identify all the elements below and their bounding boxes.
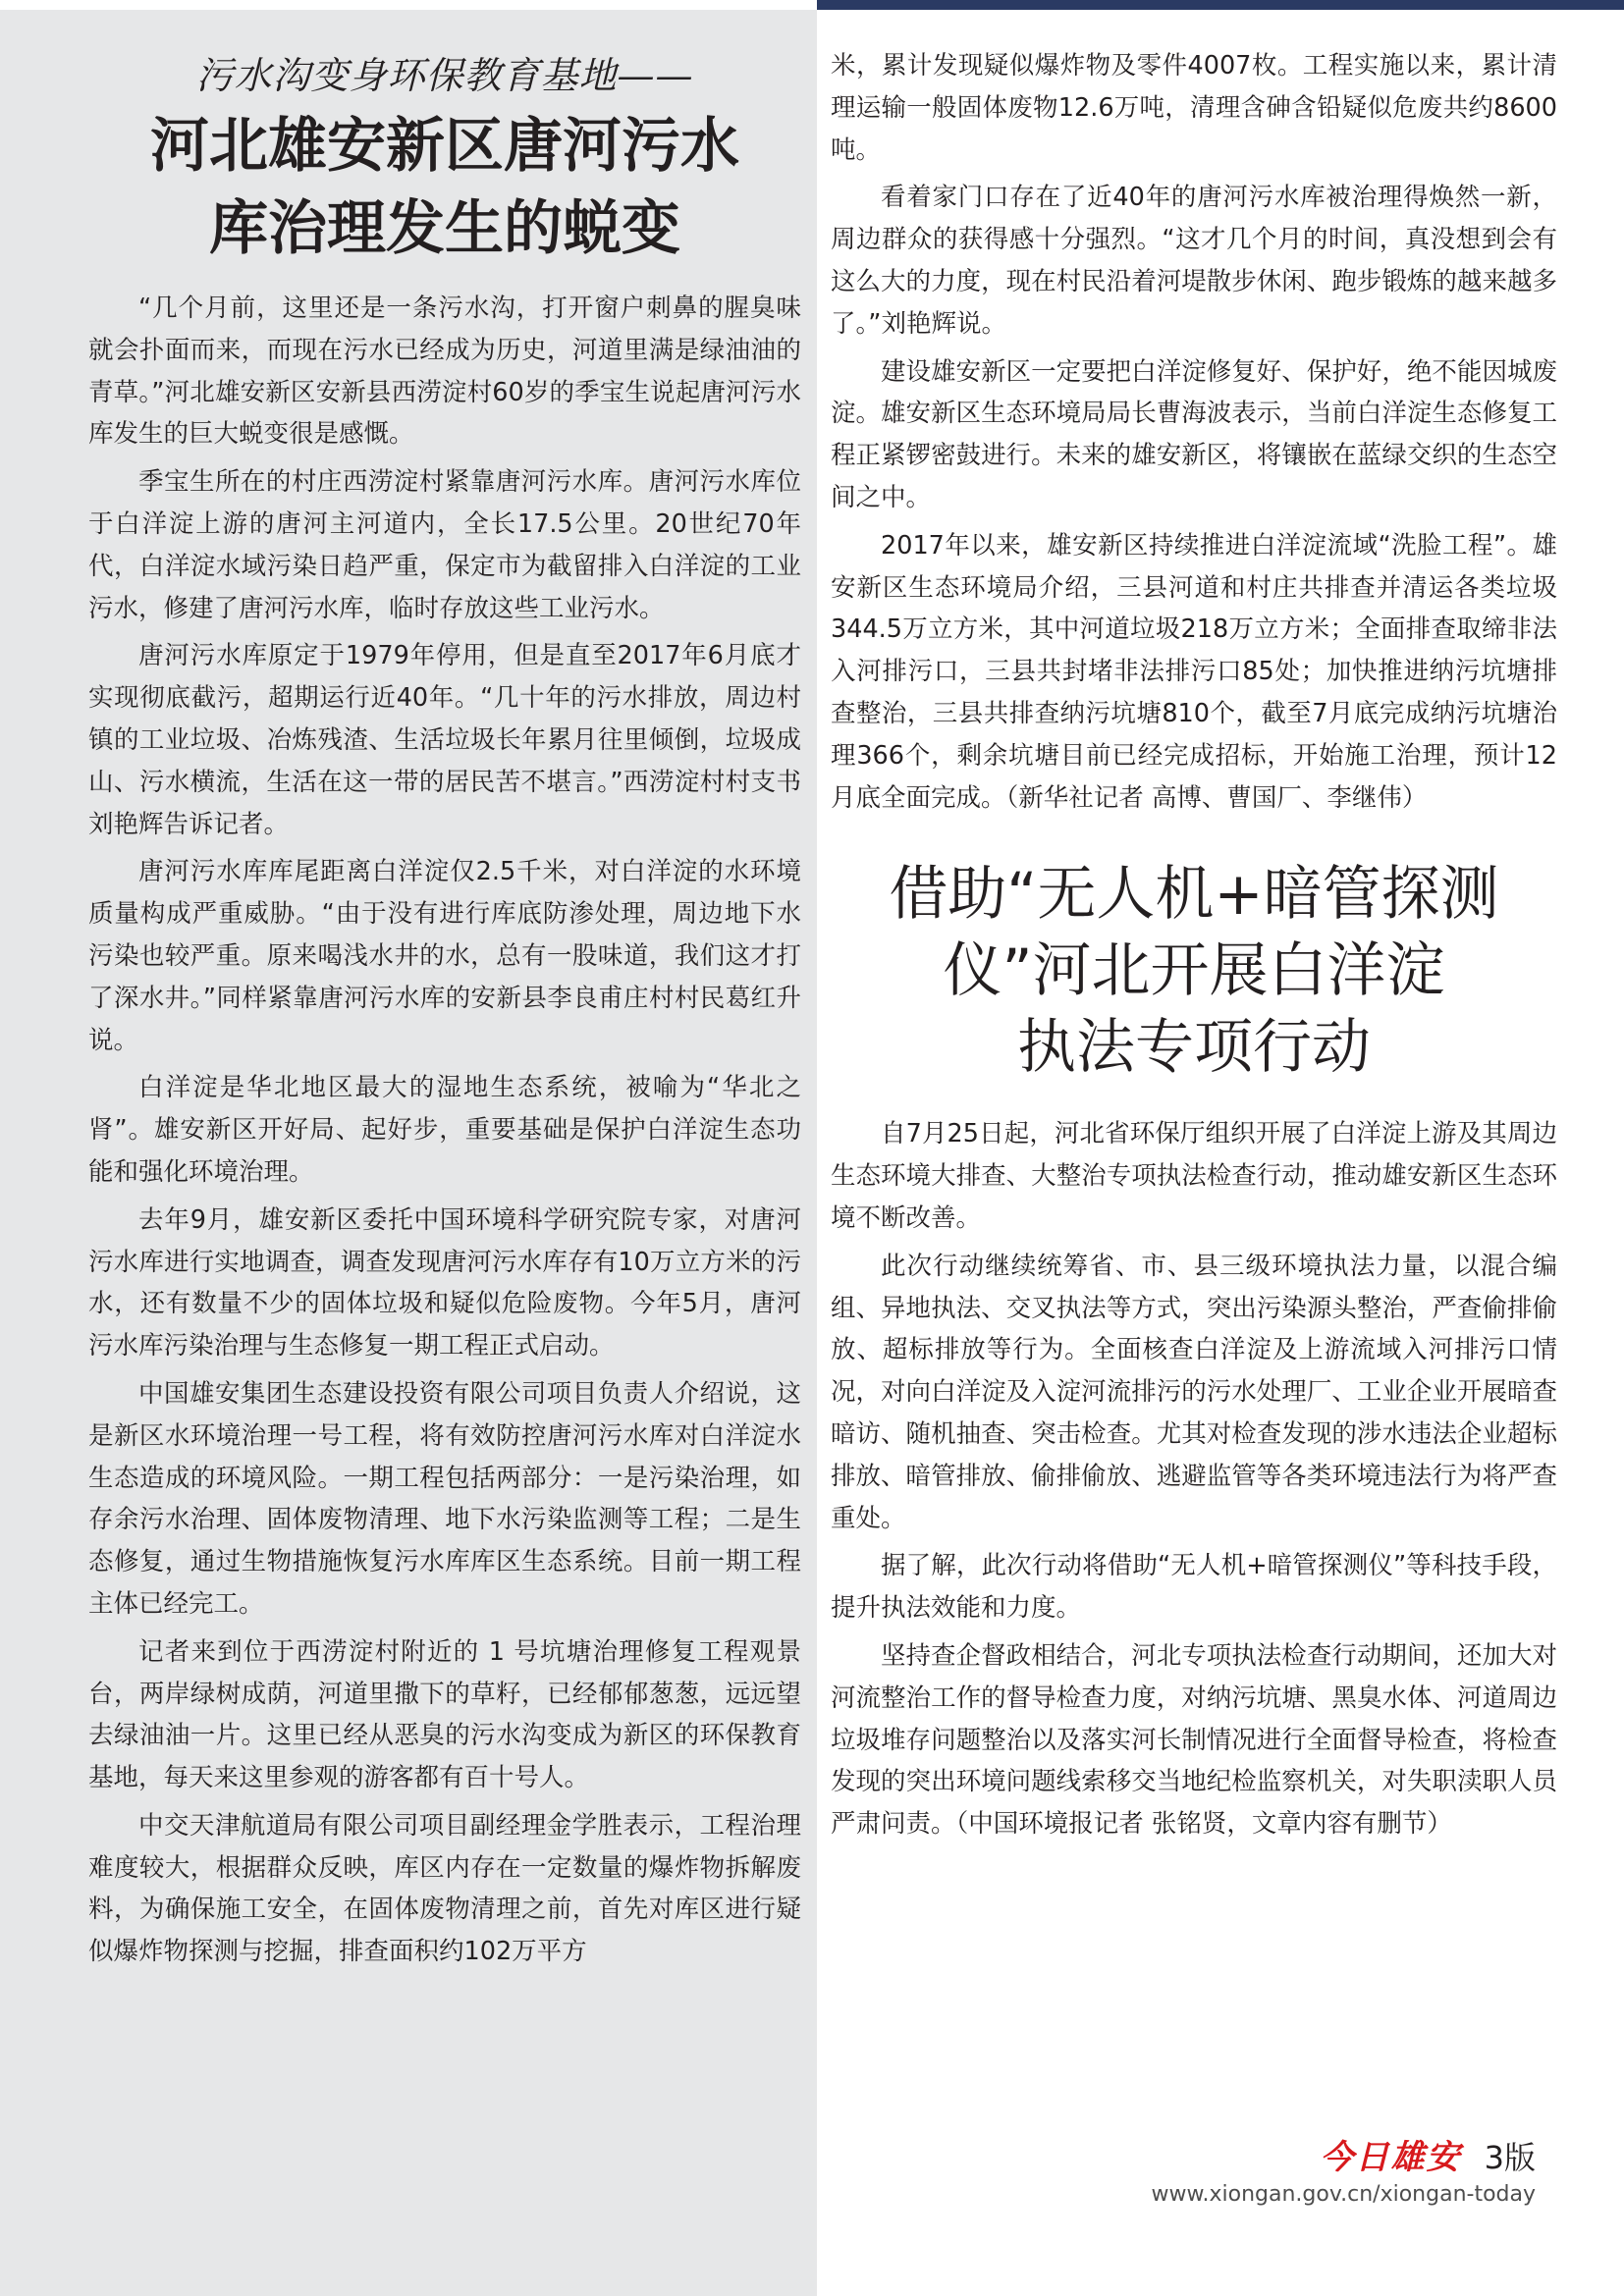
article-2-paragraph: 自7月25日起，河北省环保厅组织开展了白洋淀上游及其周边生态环境大排查、大整治专项执法检查行动，推动雄安新区生态环境不断改善。 — [831, 1119, 1557, 1233]
article-1-paragraph: 中交天津航道局有限公司项目副经理金学胜表示，工程治理难度较大，根据群众反映，库区内存在一定数量的爆炸物拆解废料，为确保施工安全，在固体废物清理之前，首先对库区进行疑似爆炸物探测与挖掘，排查面积约102万平方 — [88, 1810, 801, 1967]
page-footer — [1045, 2130, 1536, 2207]
article-1-paragraph: 2017年以来，雄安新区持续推进白洋淀流域“洗脸工程”。雄安新区生态环境局介绍，三县河道和村庄共排查并清运各类垃圾344.5万立方米，其中河道垃圾218万立方米；全面排查取缔非法入河排污口，三县共封堵非法排污口85处；加快推进纳污坑塘排查整治，三县共排查纳污坑塘810个，截至7月底完成纳污坑塘治理366个，剩余坑塘目前已经完成招标，开始施工治理，预计12月底全面完成。（新华社记者 高博、曹国厂、李继伟） — [831, 530, 1557, 813]
article-2-title — [831, 856, 1557, 1086]
article-1-paragraph: 去年9月，雄安新区委托中国环境科学研究院专家，对唐河污水库进行实地调查，调查发现唐河污水库存有10万立方米的污水，还有数量不少的固体垃圾和疑似危险废物。今年5月，唐河污水库污染治理与生态修复一期工程正式启动。 — [88, 1204, 801, 1362]
article-2-paragraph: 据了解，此次行动将借助“无人机+暗管探测仪”等科技手段，提升执法效能和力度。 — [831, 1551, 1557, 1624]
page-number: 3版 — [1484, 2139, 1536, 2176]
article-1-title-line-2: 库治理发生的蜕变 — [209, 194, 680, 263]
article-1-paragraph: 白洋淀是华北地区最大的湿地生态系统，被喻为“华北之肾”。雄安新区开好局、起好步，重要基础是保护白洋淀生态功能和强化环境治理。 — [88, 1073, 801, 1187]
article-1-paragraph: 记者来到位于西涝淀村附近的 1 号坑塘治理修复工程观景台，两岸绿树成荫，河道里撒下的草籽，已经郁郁葱葱，远远望去绿油油一片。这里已经从恶臭的污水沟变成为新区的环保教育基地，每天来这里参观的游客都有百十号人。 — [88, 1636, 801, 1793]
article-1-paragraph: 看着家门口存在了近40年的唐河污水库被治理得焕然一新，周边群众的获得感十分强烈。“这才几个月的时间，真没想到会有这么大的力度，现在村民沿着河堤散步休闲、跑步锻炼的越来越多了。”刘艳辉说。 — [831, 183, 1557, 339]
top-bar-accent — [817, 0, 1624, 10]
article-2-title-line-1: 借助“无人机+暗管探测 — [889, 860, 1499, 930]
article-1-paragraph: 唐河污水库原定于1979年停用，但是直至2017年6月底才实现彻底截污，超期运行近40年。“几十年的污水排放，周边村镇的工业垃圾、冶炼残渣、生活垃圾长年累月往里倾倒，垃圾成山、污水横流，生活在这一带的居民苦不堪言。”西涝淀村村支书刘艳辉告诉记者。 — [88, 641, 801, 839]
article-2-paragraph: 此次行动继续统筹省、市、县三级环境执法力量，以混合编组、异地执法、交叉执法等方式，突出污染源头整治，严查偷排偷放、超标排放等行为。全面核查白洋淀及上游流域入河排污口情况，对向白洋淀及入淀河流排污的污水处理厂、工业企业开展暗查暗访、随机抽查、突击检查。尤其对检查发现的涉水违法企业超标排放、暗管排放、偷排偷放、逃避监管等各类环境违法行为将严查重处。 — [831, 1251, 1557, 1533]
right-column-content — [831, 45, 1557, 1851]
left-column — [0, 10, 817, 2296]
article-1-title-line-1: 河北雄安新区唐河污水 — [150, 112, 739, 181]
top-bar-left — [0, 0, 817, 10]
article-2-title-line-2: 仪”河北开展白洋淀 — [943, 936, 1445, 1006]
brand-logo: 今日雄安 — [1320, 2138, 1462, 2177]
footer-url[interactable]: www.xiongan.gov.cn/xiongan-today — [1151, 2182, 1536, 2207]
right-column — [817, 10, 1624, 2296]
article-1-paragraph: 建设雄安新区一定要把白洋淀修复好、保护好，绝不能因城废淀。雄安新区生态环境局局长曹海波表示，当前白洋淀生态修复工程正紧锣密鼓进行。未来的雄安新区，将镶嵌在蓝绿交织的生态空间之中。 — [831, 356, 1557, 512]
article-1 — [88, 45, 801, 1979]
article-1-continued: 米，累计发现疑似爆炸物及零件4007枚。工程实施以来，累计清理运输一般固体废物12.6万吨，清理含砷含铅疑似危废共约8600吨。 — [831, 51, 1557, 165]
article-1-subtitle: 污水沟变身环保教育基地—— — [195, 54, 694, 97]
article-1-paragraph: 季宝生所在的村庄西涝淀村紧靠唐河污水库。唐河污水库位于白洋淀上游的唐河主河道内，全长17.5公里。20世纪70年代，白洋淀水域污染日趋严重，保定市为截留排入白洋淀的工业污水，修建了唐河污水库，临时存放这些工业污水。 — [88, 467, 801, 623]
article-2-title-line-3: 执法专项行动 — [1017, 1013, 1371, 1083]
article-2-paragraph: 坚持查企督政相结合，河北专项执法检查行动期间，还加大对河流整治工作的督导检查力度，对纳污坑塘、黑臭水体、河道周边垃圾堆存问题整治以及落实河长制情况进行全面督导检查，将检查发现的突出环境问题线索移交当地纪检监察机关，对失职渎职人员严肃问责。（中国环境报记者 张铭贤，文章内容有删节） — [831, 1640, 1557, 1840]
article-1-title — [88, 105, 801, 270]
article-1-paragraph: 唐河污水库库尾距离白洋淀仅2.5千米，对白洋淀的水环境质量构成严重威胁。“由于没有进行库底防渗处理，周边地下水污染也较严重。原来喝浅水井的水，总有一股味道，我们这才打了深水井。”同样紧靠唐河污水库的安新县李良甫庄村村民葛红升说。 — [88, 857, 801, 1055]
article-1-paragraph: “几个月前，这里还是一条污水沟，打开窗户刺鼻的腥臭味就会扑面而来，而现在污水已经成为历史，河道里满是绿油油的青草。”河北雄安新区安新县西涝淀村60岁的季宝生说起唐河污水库发生的巨大蜕变很是感慨。 — [88, 294, 801, 450]
article-1-paragraph: 中国雄安集团生态建设投资有限公司项目负责人介绍说，这是新区水环境治理一号工程，将有效防控唐河污水库对白洋淀水生态造成的环境风险。一期工程包括两部分：一是污染治理，如存余污水治理、固体废物清理、地下水污染监测等工程；二是生态修复，通过生物措施恢复污水库库区生态系统。目前一期工程主体已经完工。 — [88, 1378, 801, 1619]
